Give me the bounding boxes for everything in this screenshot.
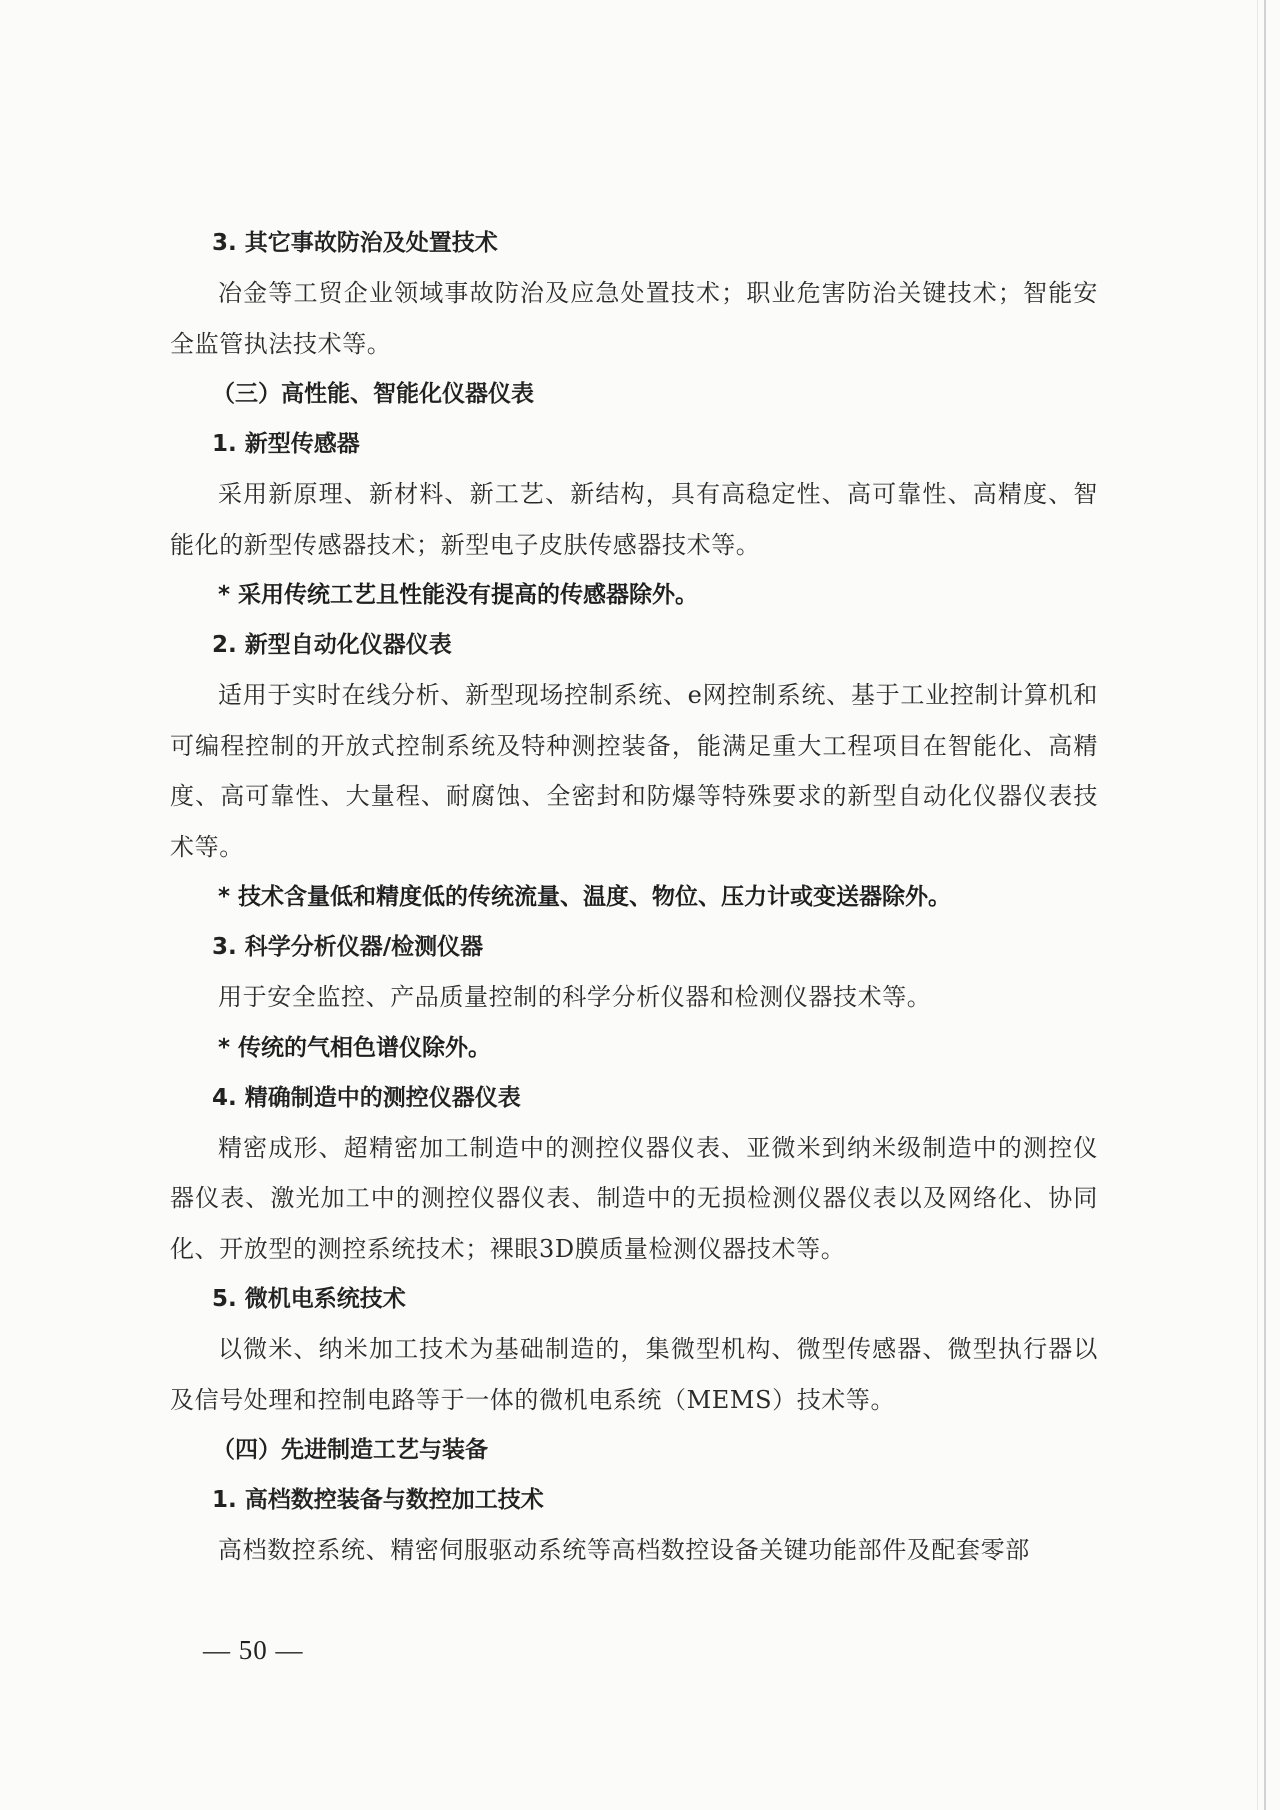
body-paragraph: 采用新原理、新材料、新工艺、新结构，具有高稳定性、高可靠性、高精度、智能化的新型传感器技术；新型电子皮肤传感器技术等。 <box>170 480 1098 559</box>
body-paragraph: 高档数控系统、精密伺服驱动系统等高档数控设备关键功能部件及配套零部 <box>218 1536 1030 1564</box>
section-heading: 2. 新型自动化仪器仪表 <box>212 632 452 658</box>
body-paragraph: 以微米、纳米加工技术为基础制造的，集微型机构、微型传感器、微型执行器以及信号处理和控制电路等于一体的微机电系统（MEMS）技术等。 <box>170 1335 1098 1414</box>
section-heading: 1. 新型传感器 <box>212 431 360 457</box>
exclusion-note: * 传统的气相色谱仪除外。 <box>218 1034 492 1061</box>
page-number: — 50 — <box>203 1635 304 1665</box>
body-paragraph: 精密成形、超精密加工制造中的测控仪器仪表、亚微米到纳米级制造中的测控仪器仪表、激光加工中的测控仪器仪表、制造中的无损检测仪器仪表以及网络化、协同化、开放型的测控系统技术；裸眼3D膜质量检测仪器技术等。 <box>170 1133 1098 1263</box>
exclusion-note: * 技术含量低和精度低的传统流量、温度、物位、压力计或变送器除外。 <box>218 884 952 910</box>
section-heading: 3. 科学分析仪器/检测仪器 <box>212 934 484 960</box>
page-edge-line <box>1264 0 1266 1810</box>
section-heading: （三）高性能、智能化仪器仪表 <box>212 381 534 407</box>
section-heading: 4. 精确制造中的测控仪器仪表 <box>212 1084 521 1111</box>
exclusion-note: * 采用传统工艺且性能没有提高的传感器除外。 <box>218 582 699 608</box>
body-paragraph: 用于安全监控、产品质量控制的科学分析仪器和检测仪器技术等。 <box>218 983 932 1011</box>
section-heading: 3. 其它事故防治及处置技术 <box>212 230 498 256</box>
body-paragraph: 适用于实时在线分析、新型现场控制系统、e网控制系统、基于工业控制计算机和可编程控制的开放式控制系统及特种测控装备，能满足重大工程项目在智能化、高精度、高可靠性、大量程、耐腐蚀、全密封和防爆等特殊要求的新型自动化仪器仪表技术等。 <box>170 681 1098 861</box>
document-body <box>170 218 1098 1576</box>
section-heading: 5. 微机电系统技术 <box>212 1286 406 1312</box>
section-heading: 1. 高档数控装备与数控加工技术 <box>212 1487 544 1513</box>
body-paragraph: 冶金等工贸企业领域事故防治及应急处置技术；职业危害防治关键技术；智能安全监管执法技术等。 <box>170 279 1098 358</box>
page-edge-line-inner <box>1257 0 1258 1810</box>
section-heading: （四）先进制造工艺与装备 <box>212 1437 488 1463</box>
